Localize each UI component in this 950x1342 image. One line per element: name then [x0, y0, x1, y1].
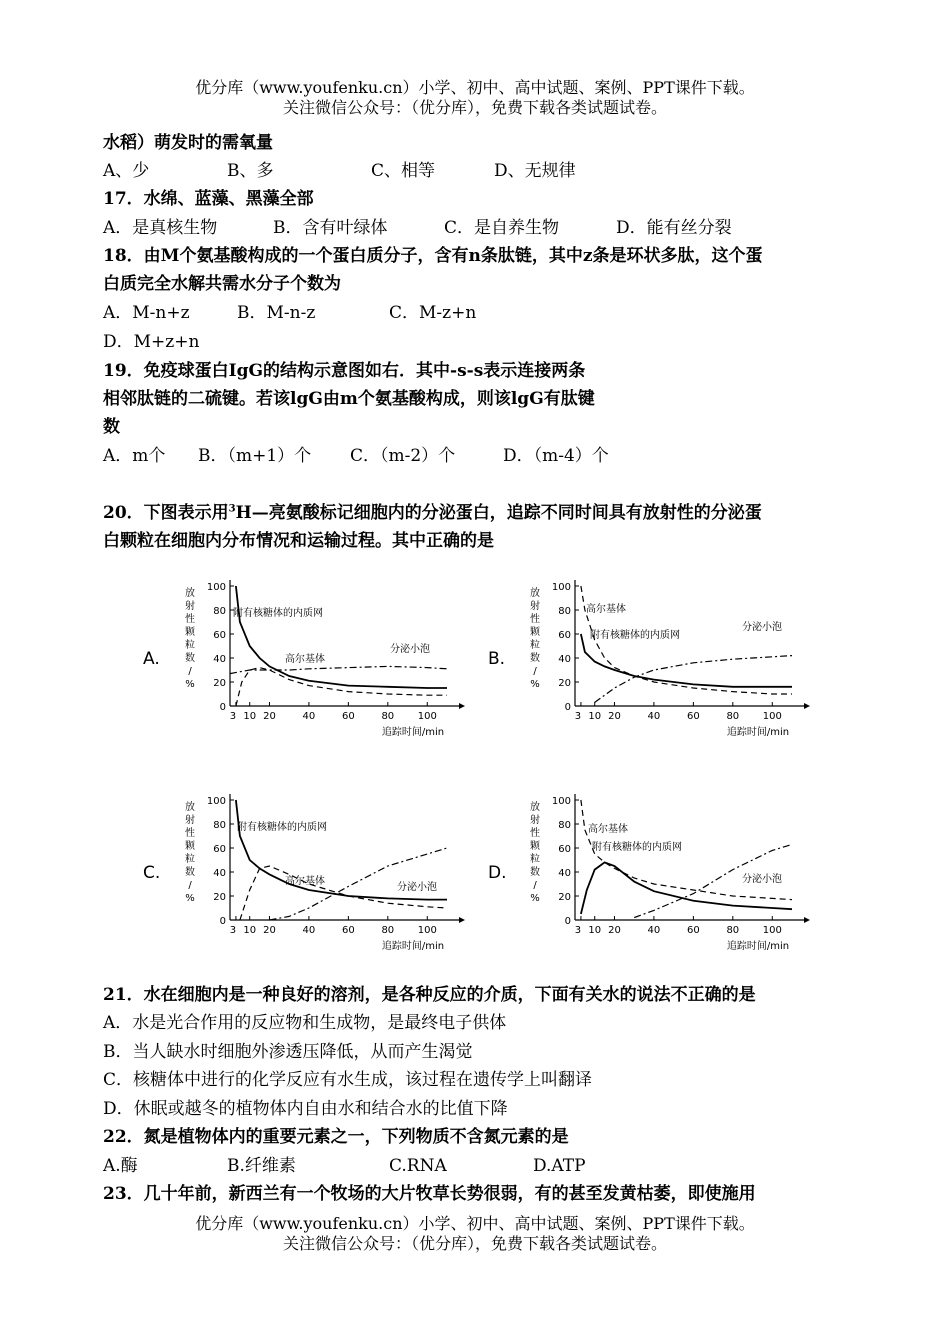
x-tick-label: 40: [302, 711, 316, 722]
series-line: [581, 862, 792, 914]
x-axis-arrow: [804, 703, 810, 709]
y-axis-label-char: 粒: [185, 640, 195, 651]
x-axis-arrow: [804, 917, 810, 923]
y-axis-label-char: %: [185, 679, 195, 690]
y-tick-label: 100: [551, 796, 571, 807]
q18-option-d: D．M+z+n: [103, 332, 200, 352]
y-axis-label-char: 射: [185, 601, 195, 612]
q16-option-b: B、多: [227, 161, 274, 181]
q22-option-c: C.RNA: [389, 1156, 447, 1176]
x-tick-label: 60: [686, 925, 700, 936]
chart-letter: B.: [488, 649, 506, 669]
x-axis-label: 追踪时间/min: [726, 727, 790, 738]
x-tick-label: 40: [647, 925, 661, 936]
x-tick-label: 40: [647, 711, 661, 722]
x-tick-label: 3: [574, 711, 582, 722]
series-line: [595, 656, 792, 703]
label-vesicle: 分泌小泡: [742, 874, 782, 885]
q18-option-b: B．M-n-z: [237, 303, 316, 323]
y-tick-label: 60: [558, 630, 571, 641]
y-axis-label-char: 数: [185, 867, 195, 878]
q21-option-d: D．休眠或越冬的植物体内自由水和结合水的比值下降: [103, 1099, 508, 1119]
q22-option-d: D.ATP: [533, 1156, 586, 1176]
q22-stem: 22．氮是植物体内的重要元素之一，下列物质不含氮元素的是: [103, 1127, 569, 1147]
q19-options: [103, 441, 609, 466]
x-tick-label: 10: [588, 925, 602, 936]
y-axis-label-char: 射: [530, 815, 540, 826]
y-tick-label: 40: [213, 654, 226, 665]
x-tick-label: 80: [381, 711, 395, 722]
x-tick-label: 10: [243, 925, 257, 936]
series-line: [230, 666, 447, 673]
y-tick-label: 60: [558, 844, 571, 855]
y-tick-label: 0: [564, 702, 571, 713]
x-tick-label: 60: [341, 925, 355, 936]
q22-option-b: B.纤维素: [227, 1156, 296, 1176]
q21-stem: 21．水在细胞内是一种良好的溶剂，是各种反应的介质，下面有关水的说法不正确的是: [103, 985, 756, 1005]
footer-line-2: 关注微信公众号：（优分库），免费下载各类试题试卷。: [282, 1234, 667, 1253]
q19-option-b: B．（m+1）个: [198, 446, 312, 466]
y-tick-label: 0: [219, 702, 226, 713]
q21-option-c: C．核糖体中进行的化学反应有水生成，该过程在遗传学上叫翻译: [103, 1070, 593, 1090]
x-tick-label: 10: [588, 711, 602, 722]
y-axis-label-char: 颗: [185, 627, 195, 638]
series-line: [236, 586, 447, 688]
y-tick-label: 100: [206, 796, 226, 807]
label-er: 附有核糖体的内质网: [592, 842, 682, 853]
x-tick-label: 80: [726, 711, 740, 722]
y-axis-label-char: 放: [530, 588, 540, 599]
chart-letter: C.: [143, 863, 161, 883]
q21-option-a: A．水是光合作用的反应物和生成物，是最终电子供体: [103, 1013, 507, 1033]
x-tick-label: 100: [762, 711, 782, 722]
label-er: 附有核糖体的内质网: [237, 822, 327, 833]
chart-b: [480, 568, 810, 740]
q20-stem-1-post: H—亮氨酸标记细胞内的分泌蛋白，追踪不同时间具有放射性的分泌蛋: [235, 503, 762, 523]
x-axis-label: 追踪时间/min: [381, 727, 445, 738]
q19-stem-3: 数: [103, 417, 120, 437]
y-tick-label: 40: [558, 654, 571, 665]
y-axis-label-char: 放: [530, 802, 540, 813]
q17-stem: 17．水绵、蓝藻、黑藻全部: [103, 189, 314, 209]
x-tick-label: 40: [302, 925, 316, 936]
header-line-1: 优分库（www.youfenku.cn）小学、初中、高中试题、案例、PPT课件下载。: [195, 78, 755, 97]
x-tick-label: 60: [341, 711, 355, 722]
q17-option-c: C．是自养生物: [444, 218, 560, 238]
y-axis-label-char: 颗: [185, 841, 195, 852]
x-tick-label: 80: [381, 925, 395, 936]
y-axis-label-char: 数: [530, 867, 540, 878]
y-axis-label-char: %: [185, 893, 195, 904]
q16-option-c: C、相等: [371, 161, 436, 181]
q21-option-b: B．当人缺水时细胞外渗透压降低，从而产生渴觉: [103, 1042, 473, 1062]
q16-option-d: D、无规律: [494, 161, 576, 181]
label-golgi: 高尔基体: [285, 654, 325, 665]
header-line-2: 关注微信公众号：（优分库），免费下载各类试题试卷。: [282, 98, 667, 117]
label-golgi: 高尔基体: [588, 824, 628, 835]
chart-d: [480, 782, 810, 954]
y-axis-label-char: 放: [185, 802, 195, 813]
y-tick-label: 20: [213, 678, 226, 689]
y-tick-label: 80: [213, 606, 226, 617]
x-tick-label: 3: [229, 711, 237, 722]
y-tick-label: 20: [558, 892, 571, 903]
chart-letter: A.: [143, 649, 160, 669]
y-axis-label-char: 粒: [530, 640, 540, 651]
x-tick-label: 100: [417, 925, 437, 936]
x-tick-label: 10: [243, 711, 257, 722]
q17-options: [103, 213, 732, 238]
series-line: [240, 866, 447, 920]
y-tick-label: 80: [213, 820, 226, 831]
y-axis-label-char: /: [188, 880, 192, 891]
x-tick-label: 3: [574, 925, 582, 936]
label-vesicle: 分泌小泡: [742, 622, 782, 633]
q20-stem-1-sup: 3: [228, 503, 236, 515]
y-tick-label: 60: [213, 630, 226, 641]
y-axis-label-char: %: [530, 893, 540, 904]
y-axis-label-char: /: [533, 666, 537, 677]
label-er: 附有核糖体的内质网: [233, 608, 323, 619]
y-tick-label: 80: [558, 820, 571, 831]
x-tick-label: 20: [608, 925, 621, 936]
y-axis-label-char: 性: [185, 828, 195, 839]
q16-stem: 水稻）萌发时的需氧量: [103, 133, 273, 153]
x-tick-label: 60: [686, 711, 700, 722]
y-axis-label-char: 射: [530, 601, 540, 612]
q18-option-a: A．M-n+z: [103, 303, 190, 323]
y-axis-label-char: /: [188, 666, 192, 677]
y-tick-label: 100: [206, 582, 226, 593]
y-tick-label: 40: [213, 868, 226, 879]
y-axis-label-char: 数: [530, 653, 540, 664]
y-tick-label: 40: [558, 868, 571, 879]
x-axis-label: 追踪时间/min: [381, 941, 445, 952]
q23-stem: 23．几十年前，新西兰有一个牧场的大片牧草长势很弱，有的甚至发黄枯萎，即使施用: [103, 1184, 756, 1204]
y-axis-label-char: 数: [185, 653, 195, 664]
label-golgi: 高尔基体: [285, 876, 325, 887]
q22-option-a: A.酶: [103, 1156, 138, 1176]
label-vesicle: 分泌小泡: [397, 882, 437, 893]
y-axis-label-char: 粒: [530, 854, 540, 865]
y-axis-label-char: 性: [530, 614, 540, 625]
x-tick-label: 3: [229, 925, 237, 936]
label-er: 附有核糖体的内质网: [590, 630, 680, 641]
y-axis-label-char: 放: [185, 588, 195, 599]
x-axis-label: 追踪时间/min: [726, 941, 790, 952]
q20-stem-1: [103, 498, 762, 523]
x-tick-label: 100: [762, 925, 782, 936]
x-tick-label: 80: [726, 925, 740, 936]
q22-options: [103, 1151, 586, 1176]
y-tick-label: 0: [219, 916, 226, 927]
y-axis-label-char: 性: [185, 614, 195, 625]
q19-stem-1: 19．免疫球蛋白IgG的结构示意图如右．其中-s-s表示连接两条: [103, 361, 586, 381]
q20-stem-1-pre: 20．下图表示用: [103, 503, 229, 523]
x-tick-label: 20: [263, 925, 276, 936]
chart-letter: D.: [488, 863, 507, 883]
y-axis-label-char: 性: [530, 828, 540, 839]
q18-option-c: C．M-z+n: [389, 303, 477, 323]
x-tick-label: 20: [608, 711, 621, 722]
chart-c: [135, 782, 465, 954]
y-tick-label: 80: [558, 606, 571, 617]
q16-options: [103, 156, 576, 181]
y-axis-label-char: /: [533, 880, 537, 891]
x-tick-label: 100: [417, 711, 437, 722]
series-line: [581, 634, 792, 687]
q19-option-d: D．（m-4）个: [503, 446, 609, 466]
q16-option-a: A、少: [103, 161, 150, 181]
y-tick-label: 0: [564, 916, 571, 927]
y-axis-label-char: 颗: [530, 841, 540, 852]
footer-line-1: 优分库（www.youfenku.cn）小学、初中、高中试题、案例、PPT课件下载。: [195, 1214, 755, 1233]
y-axis-label-char: %: [530, 679, 540, 690]
x-tick-label: 20: [263, 711, 276, 722]
q19-option-a: A．m个: [103, 446, 166, 466]
label-vesicle: 分泌小泡: [390, 644, 430, 655]
q17-option-a: A．是真核生物: [103, 218, 218, 238]
y-tick-label: 60: [213, 844, 226, 855]
chart-a: [135, 568, 465, 740]
q19-stem-2: 相邻肽链的二硫键。若该lgG由m个氨基酸构成，则该lgG有肽键: [103, 389, 595, 409]
y-axis-label-char: 粒: [185, 854, 195, 865]
q19-option-c: C．（m-2）个: [350, 446, 456, 466]
y-axis-label-char: 颗: [530, 627, 540, 638]
y-tick-label: 20: [213, 892, 226, 903]
label-golgi: 高尔基体: [586, 604, 626, 615]
x-axis-arrow: [459, 703, 465, 709]
q17-option-b: B．含有叶绿体: [273, 218, 388, 238]
q18-stem-2: 白质完全水解共需水分子个数为: [103, 274, 341, 294]
q18-options: [103, 298, 476, 323]
y-axis-label-char: 射: [185, 815, 195, 826]
y-tick-label: 100: [551, 582, 571, 593]
q17-option-d: D．能有丝分裂: [616, 218, 732, 238]
y-tick-label: 20: [558, 678, 571, 689]
x-axis-arrow: [459, 917, 465, 923]
q18-stem-1: 18．由M个氨基酸构成的一个蛋白质分子，含有n条肽链，其中z条是环状多肽，这个蛋: [103, 246, 763, 266]
q20-stem-2: 白颗粒在细胞内分布情况和运输过程。其中正确的是: [103, 531, 494, 551]
